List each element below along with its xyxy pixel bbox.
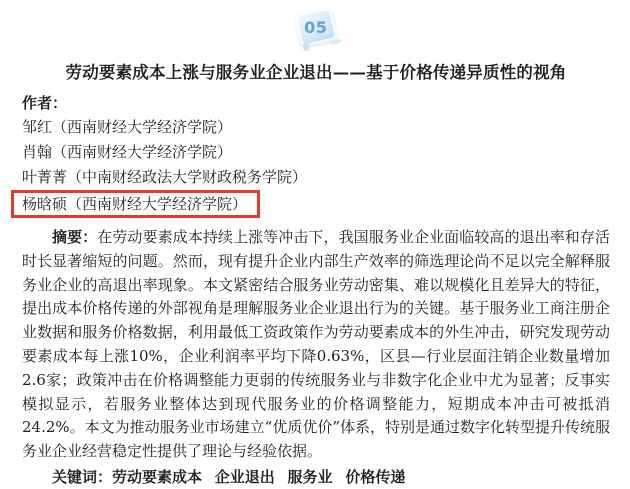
- author-line-2: [22, 140, 610, 165]
- abstract-paragraph: [22, 226, 610, 464]
- authors-label: 作者：: [22, 94, 68, 112]
- red-highlight-box: [11, 190, 260, 218]
- keywords-line: [22, 464, 610, 489]
- author-line-1: [22, 115, 610, 140]
- author-name-4: 杨晗硕（西南财经大学经济学院）: [22, 195, 248, 213]
- keyword-2: 企业退出: [214, 467, 275, 486]
- section-number-badge: [22, 5, 610, 53]
- abstract-text: 在劳动要素成本持续上涨等冲击下，我国服务业企业面临较高的退出率和存活时长显著缩短的问题。然而，现有提升企业内部生产效率的筛选理论尚不足以完全解释服务业企业的高退出率现象。本文紧密结合服务业劳动密集、难以规模化且差异大的特征，提出成本价格传递的外部视角是理解服务业企业退出行为的关键。基于服务业工商注册企业数据和服务价格数据，利用最低工资政策作为劳动要素成本的外生冲击，研究发现劳动要素成本每上涨10%，企业利润率平均下降0.63%，区县—行业层面注销企业数量增加2.6家；政策冲击在价格调整能力更弱的传统服务业与非数字化企业中尤为显著；反事实模拟显示，若服务业整体达到现代服务业的价格调整能力，短期成本冲击可被抵消24.2%。本文为推动服务业市场建立“优质优价”体系，特别是通过数字化转型提升传统服务业企业经营稳定性提供了理论与经验依据。: [22, 228, 610, 461]
- author-line-3: [22, 165, 610, 190]
- badge-number: 05: [304, 17, 328, 37]
- keyword-4: 价格传递: [345, 467, 406, 486]
- ice-cube-icon: [294, 6, 338, 47]
- author-line-4: [22, 190, 610, 219]
- keyword-1: 劳动要素成本: [112, 467, 203, 486]
- keywords-label: 关键词：: [52, 467, 113, 486]
- author-name-1: 邹红（西南财经大学经济学院）: [22, 118, 233, 136]
- paper-title: 劳动要素成本上涨与服务业企业退出——基于价格传递异质性的视角: [65, 63, 567, 82]
- author-name-2: 肖翰（西南财经大学经济学院）: [22, 143, 233, 161]
- author-name-3: 叶菁菁（中南财经政法大学财政税务学院）: [22, 168, 308, 186]
- abstract-label: 摘要：: [52, 228, 98, 246]
- keyword-3: 服务业: [287, 467, 333, 486]
